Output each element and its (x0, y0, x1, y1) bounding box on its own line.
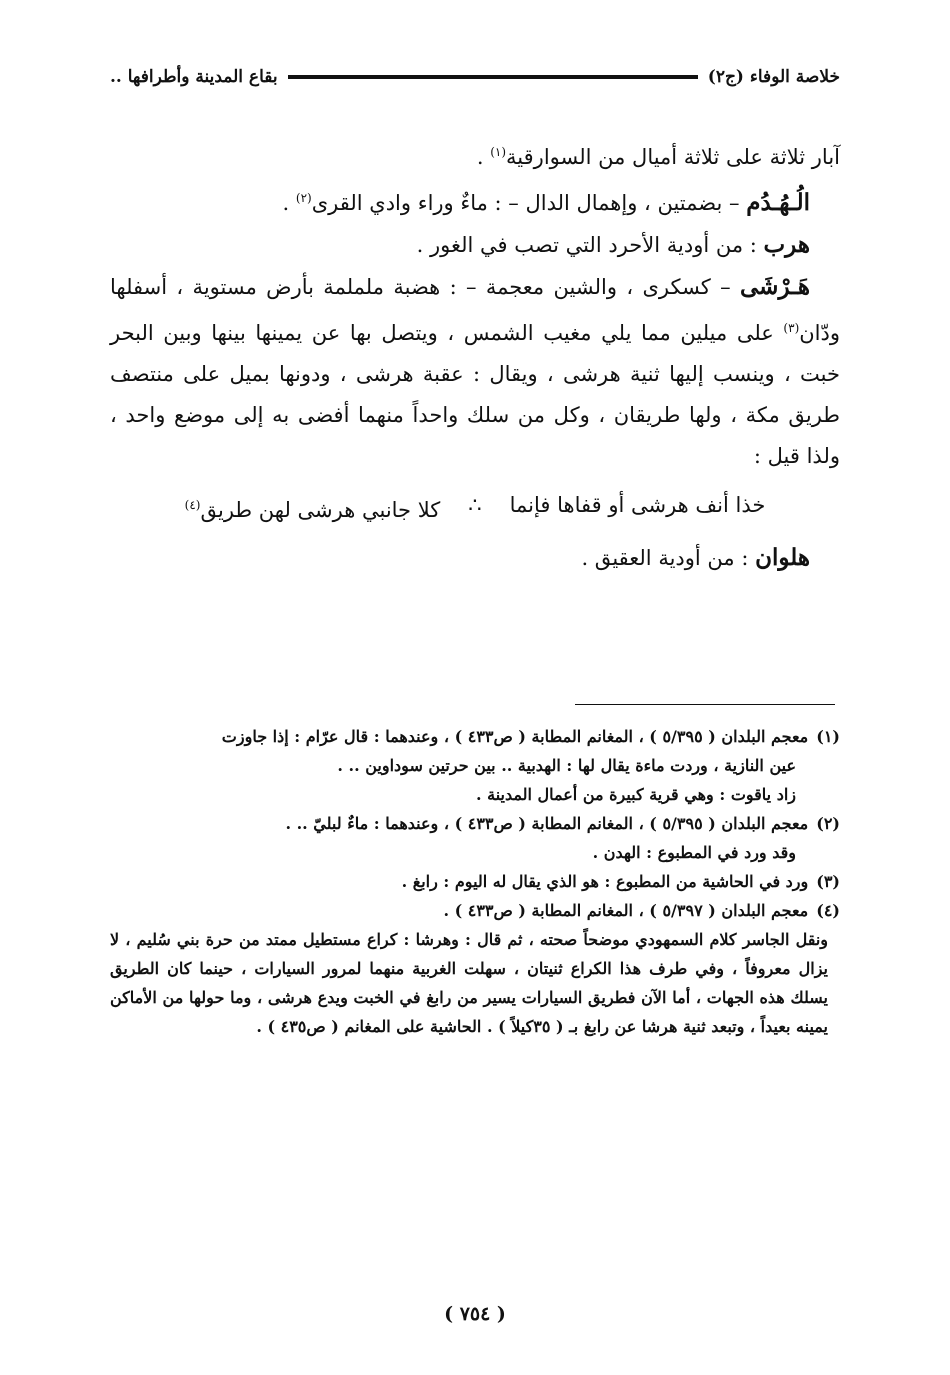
continued-line: آبار ثلاثة على ثلاثة أميال من السوارقية$^{(١)}$ . (476, 145, 840, 169)
entry-term: الُـهُـدُم (746, 189, 810, 216)
footnote-number: (٣) (816, 872, 840, 891)
entry-hudum: الُـهُـدُم – بضمتين ، وإهمال الدال – : ماءٌ وراء وادي القرى$^{(٢)}$ . (282, 189, 810, 216)
poem-hemistich-1: خذا أنف هرشى أو قفاها فإنما (509, 493, 766, 517)
footnote-2-line-2: وقد ورد في المطبوع : الهدن . (592, 843, 796, 862)
entry-halwan: هلوان : من أودية العقيق . (581, 544, 810, 571)
entry-term: هَـرْشَى (740, 273, 810, 300)
footnotes (110, 722, 840, 1041)
main-text (110, 132, 840, 579)
footnote-1-line-2: عين النازية ، وردت ماءة يقال لها : الهدبية .. بين حرتين سوداوين .. . (337, 756, 796, 775)
footnote-text: معجم البلدان ( ٥/٣٩٥ ) ، المغانم المطابة ( ص٤٣٣ ) ، وعندهما : قال عرّام : إذا جاوزت (221, 727, 809, 746)
footnote-ref-1: (١) (490, 145, 507, 159)
poem-verse (110, 485, 840, 531)
footnote-separator (575, 704, 835, 705)
footnote-4 (110, 896, 840, 925)
footnote-text: معجم البلدان ( ٥/٣٩٥ ) ، المغانم المطابة ( ص٤٣٣ ) ، وعندهما : ماءٌ لبليّ .. . (285, 814, 809, 833)
footnote-3 (110, 867, 840, 896)
footnote-text: معجم البلدان ( ٥/٣٩٧ ) ، المغانم المطابة ( ص٤٣٣ ) . (443, 901, 809, 920)
footnote-ref-2: (٢) (295, 191, 312, 205)
footnote-2 (110, 809, 840, 838)
footnote-text: ورد في الحاشية من المطبوع : هو الذي يقال له اليوم : رابغ . (401, 872, 809, 891)
section-title: بقاع المدينة وأطرافها .. (110, 67, 278, 87)
book-title: خلاصة الوفاء (ج٢) (707, 67, 840, 87)
footnote-1 (110, 722, 840, 751)
running-header (110, 62, 840, 92)
footnote-1-line-3: زاد ياقوت : وهي قرية كبيرة من أعمال المدينة . (475, 785, 796, 804)
footnote-number: (٤) (816, 901, 840, 920)
poem-hemistich-2: كلا جانبي هرشى لهن طريق$^{(٤)}$ (184, 498, 441, 522)
poem-separator: ∴ (468, 493, 482, 517)
entry-harb: هرب : من أودية الأحرد التي تصب في الغور . (416, 231, 810, 258)
entry-term: هرب (763, 231, 810, 258)
page-number: ( ٧٥٤ ) (444, 1303, 506, 1325)
footnote-ref-3: (٣) (783, 321, 800, 335)
entry-term: هلوان (755, 544, 810, 571)
footnote-number: (١) (816, 727, 840, 746)
header-rule (288, 75, 698, 79)
footnote-4-note: ونقل الجاسر كلام السمهودي موضحاً صحته ، ثم قال : وهرشا : كراع مستطيل ممتد من حرة بني سُليم ، لا يزال معروفاً ، وفي طرف هذا الكراع ثنيتان ، سهلت الغربية منهما لمرور السيارات ، حينما كان الطريق يسلك هذه الجهات ، أما الآن فطريق السيارات يسير من رابغ في الخبت ويدع هرشى ، وما حولها من الأماكن يمينه بعيداً ، وتبعد ثنية هرشا عن رابغ بـ ( ٣٥كيلاً ) . الحاشية على المغانم ( ص٤٣٥ ) . (110, 930, 828, 1036)
footnote-number: (٢) (816, 814, 840, 833)
footnote-ref-4: (٤) (184, 498, 201, 512)
entry-harsha: هَـرْشَى – كسكرى ، والشين معجمة – : هضبة ململمة بأرض مستوية ، أسفلها ودّان$^{(٣)}$ على ميلين مما يلي مغيب الشمس ، ويتصل بها عن يمينها بينها وبين البحر خبت ، وينسب إليها ثنية هرشى ، ويقال : عقبة هرشى ، ودونها بميل على منتصف طريق مكة ، ولها طريقان ، وكل من سلك واحداً منهما أفضى به إلى موضع واحد ، ولذا قيل : (110, 273, 840, 468)
